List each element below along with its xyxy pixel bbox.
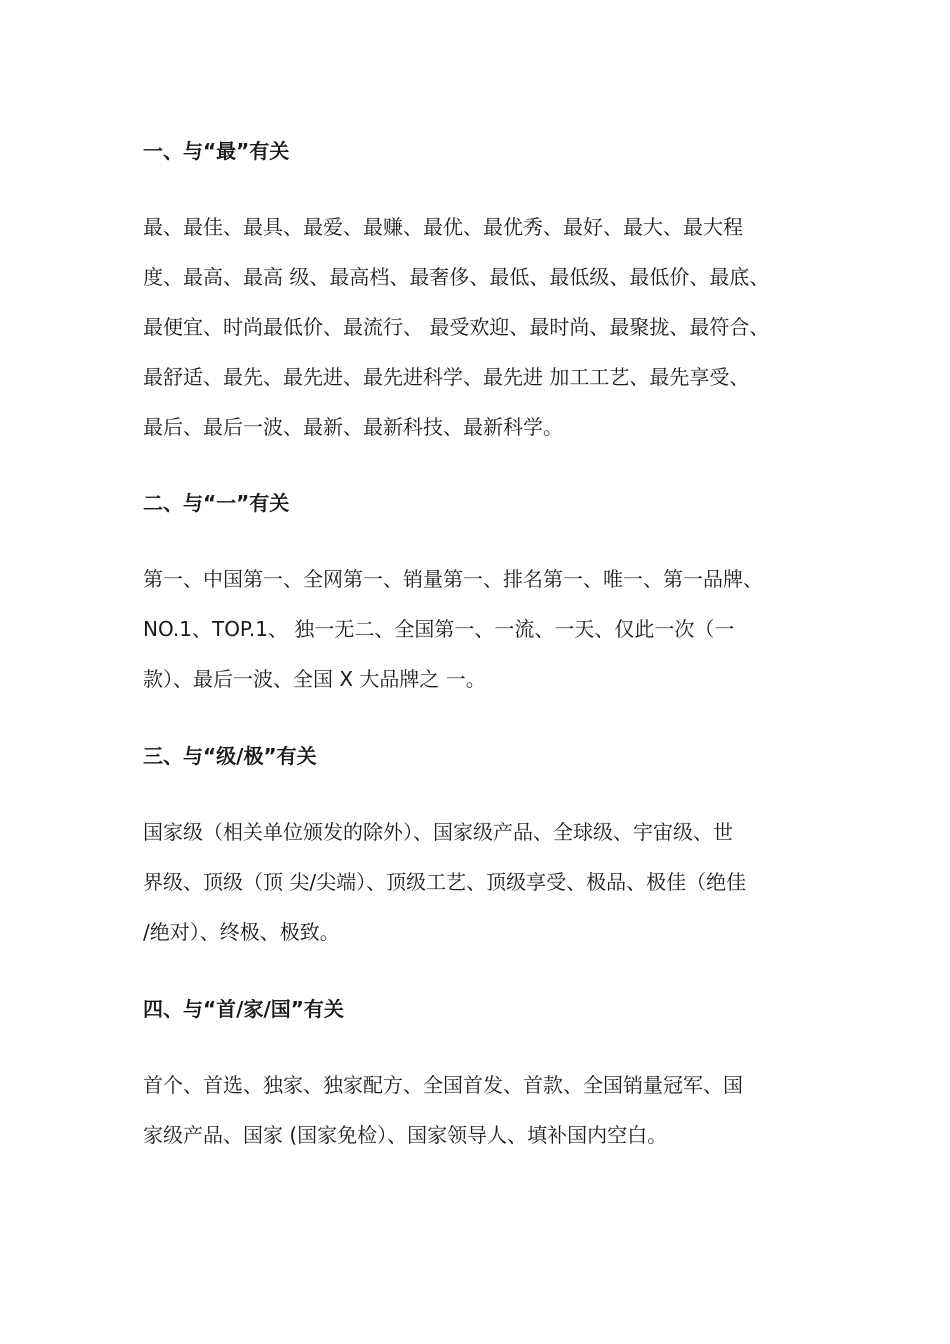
- text-line: 最舒适、最先、最先进、最先进科学、最先进 加工工艺、最先享受、: [143, 365, 750, 389]
- text-line: 最便宜、时尚最低价、最流行、 最受欢迎、最时尚、最聚拢、最符合、: [143, 315, 770, 339]
- section-heading-shou-jia-guo: 四、与“首/家/国”有关: [143, 997, 344, 1021]
- text-line: 款）、最后一波、全国 X 大品牌之 一。: [143, 667, 486, 691]
- text-line: 界级、顶级（顶 尖/尖端）、顶级工艺、顶级享受、极品、极佳（绝佳: [143, 870, 747, 894]
- text-line: 最后、最后一波、最新、最新科技、最新科学。: [143, 415, 563, 439]
- text-line: 家级产品、国家 (国家免检）、国家领导人、填补国内空白。: [143, 1123, 668, 1147]
- text-line: 国家级（相关单位颁发的除外）、国家级产品、全球级、宇宙级、世: [143, 820, 733, 844]
- section-body-zui: [143, 202, 823, 452]
- section-heading-zui: 一、与“最”有关: [143, 139, 290, 163]
- text-line: 最、最佳、最具、最爱、最赚、最优、最优秀、最好、最大、最大程: [143, 215, 743, 239]
- text-line: /绝对）、终极、极致。: [143, 920, 340, 944]
- section-body-ji: [143, 807, 823, 957]
- section-heading-ji: 三、与“级/极”有关: [143, 744, 317, 768]
- text-line: 第一、中国第一、全网第一、销量第一、排名第一、唯一、第一品牌、: [143, 567, 763, 591]
- section-heading-yi: 二、与“一”有关: [143, 491, 290, 515]
- text-line: NO.1、TOP.1、 独一无二、全国第一、一流、一天、仅此一次（一: [143, 617, 735, 641]
- text-line: 度、最高、最高 级、最高档、最奢侈、最低、最低级、最低价、最底、: [143, 265, 770, 289]
- section-body-shou-jia-guo: [143, 1060, 823, 1160]
- text-line: 首个、首选、独家、独家配方、全国首发、首款、全国销量冠军、国: [143, 1073, 743, 1097]
- section-body-yi: [143, 554, 823, 704]
